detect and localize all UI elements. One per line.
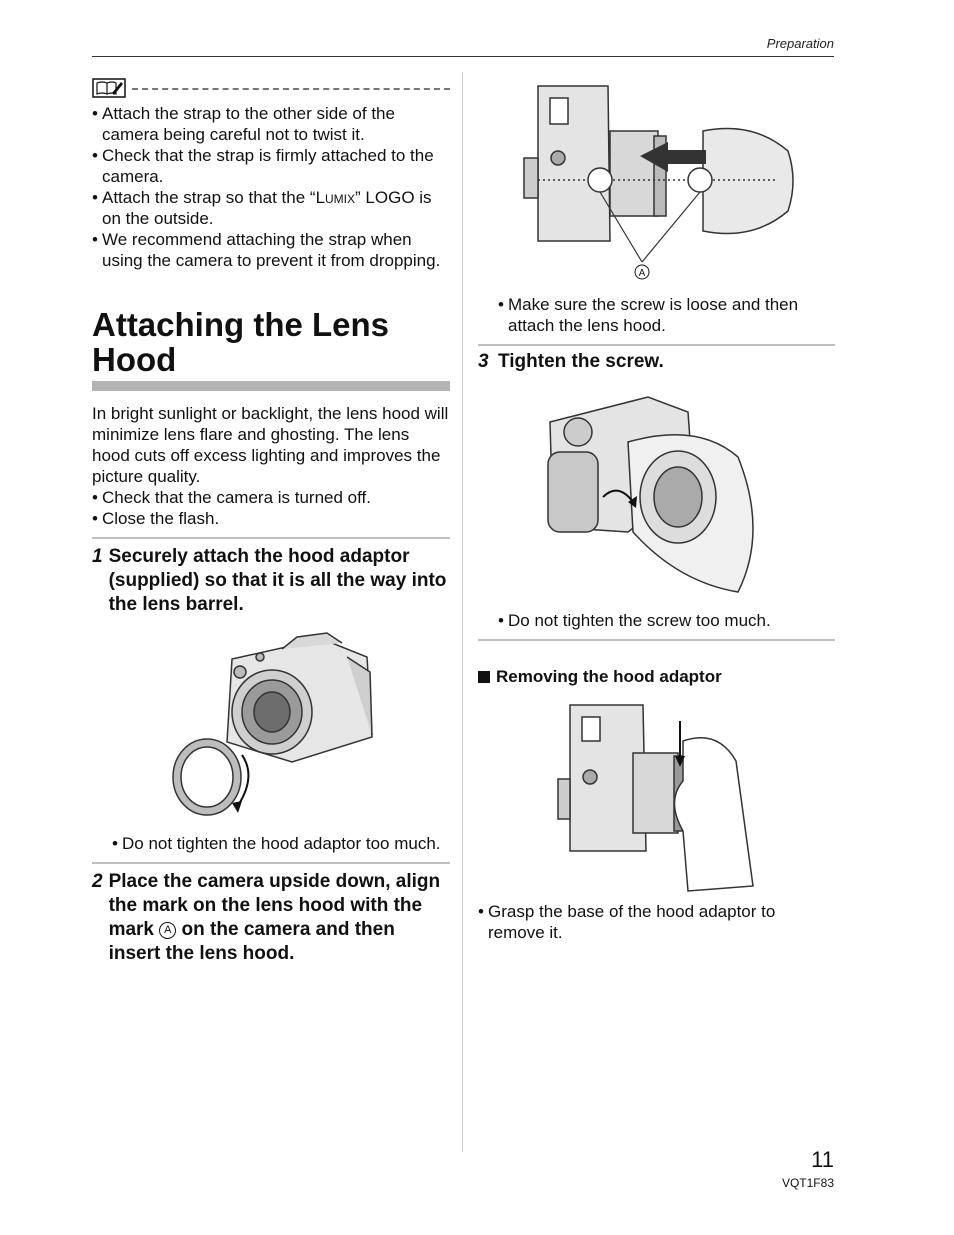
right-column <box>478 76 835 943</box>
square-bullet-icon <box>478 671 490 683</box>
removing-note <box>478 901 835 943</box>
left-column <box>92 76 450 966</box>
step-note-item: • Do not tighten the screw too much. <box>498 610 835 631</box>
step-2-note <box>498 294 835 336</box>
notes-dashed-line <box>132 88 450 90</box>
page-number: 11 <box>811 1147 834 1172</box>
mark-a-symbol: A <box>159 922 176 939</box>
step-note-item: • Do not tighten the hood adaptor too much. <box>112 833 450 854</box>
precheck-list <box>92 487 450 529</box>
step-2 <box>92 870 450 966</box>
step-text-part: Place the camera upside down, align the mark on the lens hood with the mark <box>108 871 441 940</box>
step-3-note <box>498 610 835 631</box>
step-3 <box>478 350 835 374</box>
figure-attach-adaptor <box>92 627 450 827</box>
note-text: ” LOGO is on the outside. <box>102 188 432 228</box>
step-text: Securely attach the hood adaptor (supplied) so that it is all the way into the lens barrel. <box>108 546 447 615</box>
note-item <box>92 187 450 229</box>
removing-heading <box>478 667 835 687</box>
notes-header <box>92 76 450 100</box>
separator <box>478 344 835 346</box>
note-icon <box>92 78 126 98</box>
step-number: 1 <box>92 546 103 567</box>
separator <box>92 862 450 864</box>
title-underline-bar <box>92 381 450 391</box>
header-rule <box>92 56 834 57</box>
removing-heading-text: Removing the hood adaptor <box>496 667 722 686</box>
section-title: Attaching the Lens Hood <box>92 306 390 378</box>
separator <box>92 537 450 539</box>
step-number: 2 <box>92 871 103 892</box>
precheck-item: • Close the flash. <box>92 508 450 529</box>
step-number: 3 <box>478 351 489 372</box>
precheck-item: • Check that the camera is turned off. <box>92 487 450 508</box>
notes-list <box>92 103 450 271</box>
step-note-item: • Make sure the screw is loose and then attach the lens hood. <box>498 294 835 336</box>
figure-remove-adaptor <box>478 701 835 893</box>
step-text-part: on the camera and then insert the lens hood. <box>108 919 395 964</box>
figure-label-a: A <box>638 268 646 279</box>
separator <box>478 639 835 641</box>
section-intro: In bright sunlight or backlight, the lens hood will minimize lens flare and ghosting. The lens hood cuts off excess lighting and improves the picture quality. <box>92 404 449 486</box>
step-text <box>109 870 450 966</box>
note-text: Attach the strap so that the “ <box>102 188 316 207</box>
figure-tighten-screw <box>478 382 835 604</box>
step-1 <box>92 545 450 617</box>
step-1-note <box>112 833 450 854</box>
figure-insert-hood <box>478 76 835 286</box>
step-text: Tighten the screw. <box>498 351 664 372</box>
header-section-label: Preparation <box>766 36 834 51</box>
lumix-brand: Lumix <box>315 188 356 207</box>
column-divider <box>462 72 463 1152</box>
note-item: • Attach the strap to the other side of the camera being careful not to twist it. <box>92 103 450 145</box>
note-item: • We recommend attaching the strap when using the camera to prevent it from dropping. <box>92 229 450 271</box>
note-item: • Check that the strap is firmly attached to the camera. <box>92 145 450 187</box>
model-code: VQT1F83 <box>781 1176 834 1190</box>
removing-note-item: • Grasp the base of the hood adaptor to remove it. <box>478 901 835 943</box>
